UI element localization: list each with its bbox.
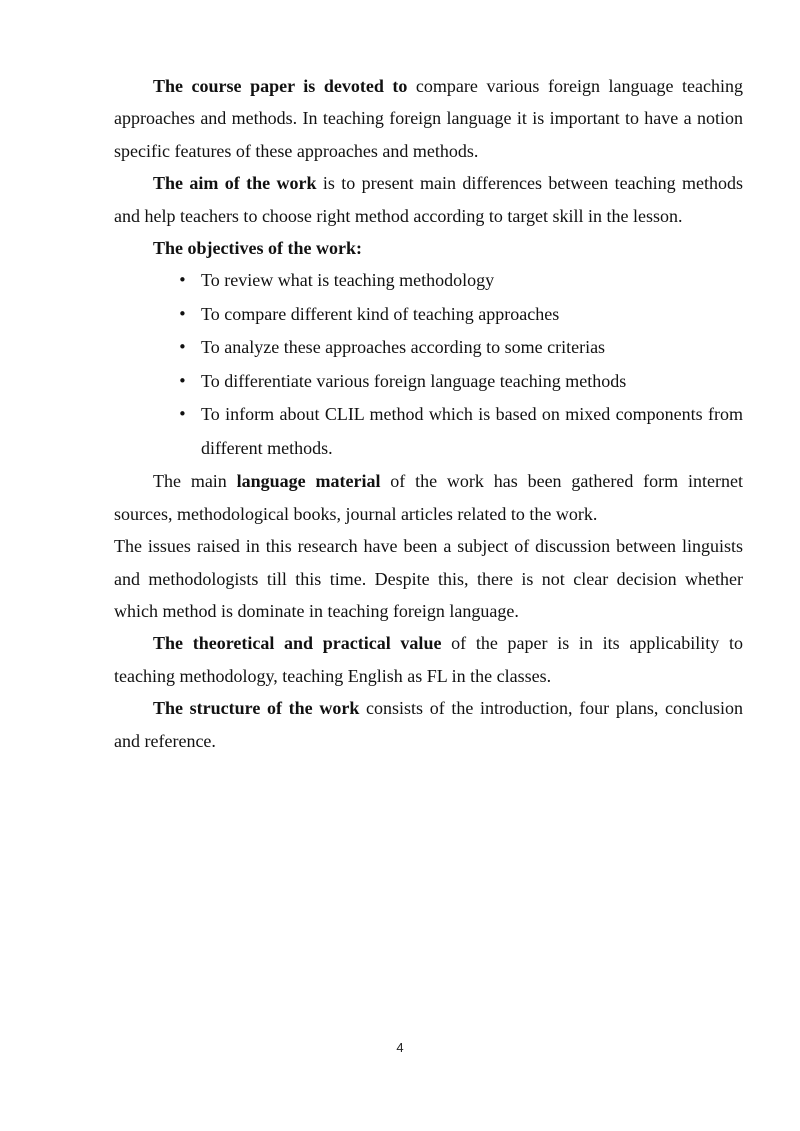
paragraph-issues: The issues raised in this research have been a subject of discussion between linguists and methodologists till this time. Despite this, there is not clear decision whether which method is dominate in teaching foreign language. [114, 536, 743, 622]
list-item-text: To compare different kind of teaching approaches [201, 303, 560, 324]
page-number: 4 [396, 1040, 404, 1055]
paragraph-material [114, 465, 743, 530]
paragraph-value [114, 627, 743, 692]
list-item-text: To review what is teaching methodology [201, 270, 495, 291]
material-before: The main [153, 471, 237, 492]
list-item [178, 331, 743, 365]
value-lead: The theoretical and practical value [153, 633, 442, 654]
list-item [178, 298, 743, 332]
list-item-text: To inform about CLIL method which is based on mixed components from different methods. [201, 404, 743, 458]
list-item [178, 264, 743, 298]
bullet-icon: • [178, 338, 187, 357]
bullet-icon: • [178, 304, 187, 323]
objectives-list [114, 264, 743, 465]
value-text: of the paper is in its applicability to teaching methodology, teaching English as FL in the classes. [114, 633, 744, 686]
aim-lead: The aim of the work [153, 173, 317, 194]
aim-text: is to present main differences between teaching methods and help teachers to choose right method according to target skill in the lesson. [114, 173, 743, 226]
devoted-lead: The course paper is devoted to [153, 76, 408, 96]
structure-text: consists of the introduction, four plans, conclusion and reference. [114, 698, 744, 751]
paragraph-devoted [114, 70, 743, 167]
structure-lead: The structure of the work [153, 698, 360, 719]
devoted-text: compare various foreign language teaching approaches and methods. In teaching foreign language it is important to have a notion specific features of these approaches and methods. [114, 76, 743, 161]
bullet-icon: • [178, 371, 187, 390]
objectives-heading-text: The objectives of the work: [153, 238, 362, 259]
material-lead: language material [236, 471, 381, 492]
list-item-text: To analyze these approaches according to some criterias [201, 337, 606, 358]
objectives-heading [114, 232, 743, 264]
material-after: of the work has been gathered form internet sources, methodological books, journal articles related to the work. [114, 471, 743, 524]
bullet-icon: • [178, 271, 187, 290]
document-body [114, 70, 743, 757]
paragraph-structure [114, 692, 743, 757]
paragraph-aim [114, 167, 743, 232]
bullet-icon: • [178, 405, 187, 424]
list-item [178, 365, 743, 399]
list-item-text: To differentiate various foreign language teaching methods [201, 370, 627, 391]
list-item [178, 398, 743, 465]
